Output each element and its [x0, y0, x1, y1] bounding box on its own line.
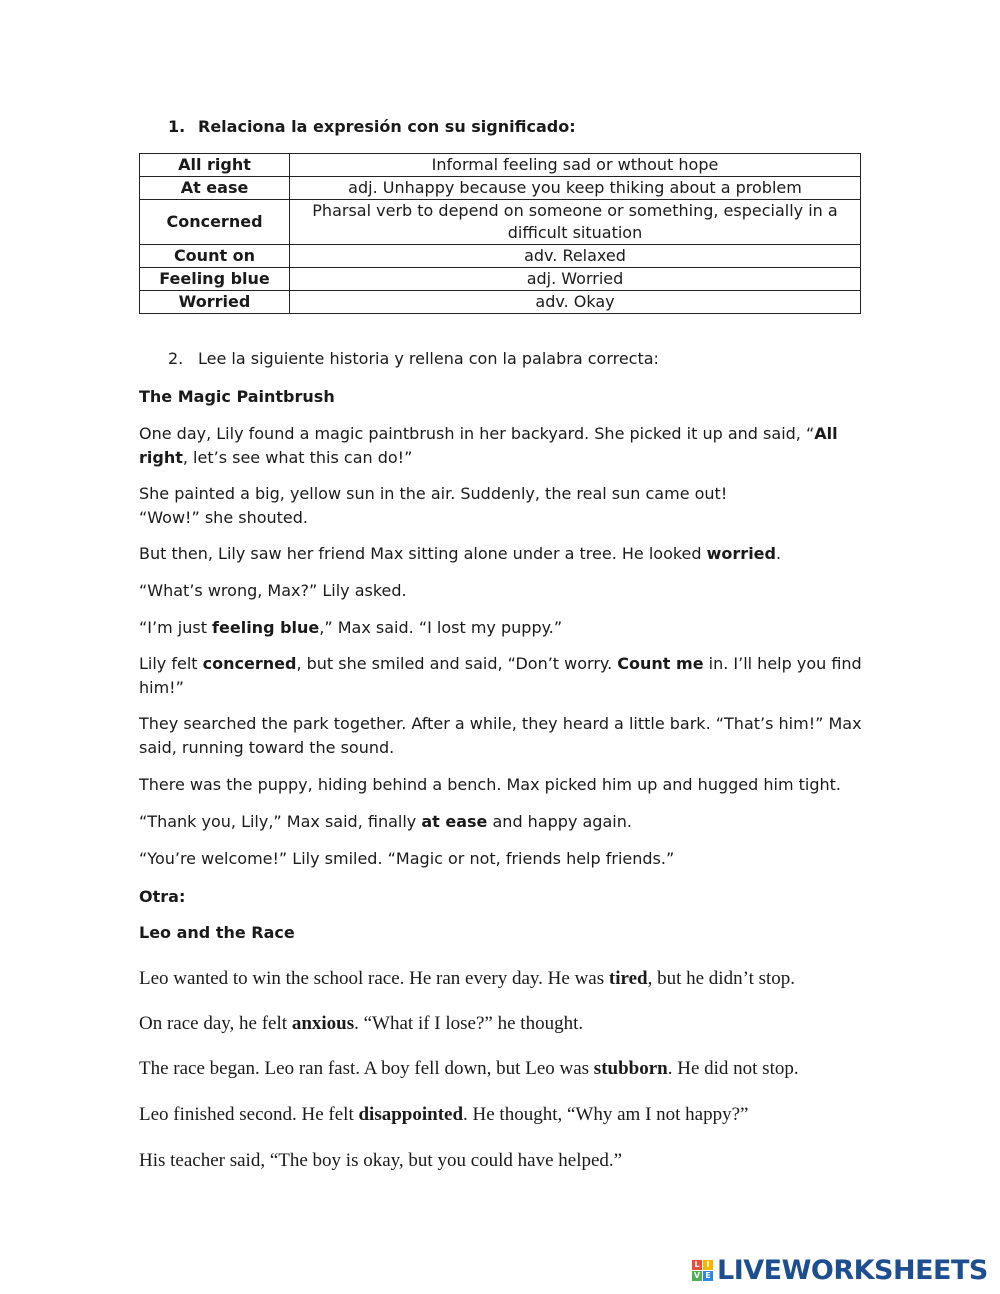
term-cell: All right [140, 154, 290, 177]
text-run: On race day, he felt [139, 1013, 292, 1034]
bold-word: worried [706, 544, 776, 563]
story-paragraph [139, 773, 864, 797]
text-run: “What’s wrong, Max?” Lily asked. [139, 581, 407, 600]
story-paragraph [139, 967, 864, 991]
bold-word: feeling blue [212, 618, 320, 637]
table-row [140, 268, 861, 291]
text-run: . [775, 544, 782, 563]
text-run: Leo wanted to win the school race. He ran every day. He was [139, 968, 609, 989]
table-row [140, 291, 861, 314]
text-run: There was the puppy, hiding behind a bench. Max picked him up and hugged him tight. [139, 775, 841, 794]
text-run: “I’m just [139, 618, 213, 637]
logo-badge-icon: L I V E [692, 1260, 713, 1281]
text-run: His teacher said, “The boy is okay, but you could have helped.” [139, 1150, 623, 1171]
text-run: “Thank you, Lily,” Max said, finally [139, 812, 422, 831]
meaning-cell: adv. Relaxed [290, 245, 861, 268]
story-paragraph [139, 616, 864, 640]
bold-word: anxious [291, 1013, 355, 1034]
text-run: She painted a big, yellow sun in the air. Suddenly, the real sun came out! [139, 484, 728, 503]
story-paragraph [139, 1057, 864, 1081]
text-run: . He thought, “Why am I not happy?” [463, 1104, 749, 1125]
text-run: . He did not stop. [667, 1058, 799, 1079]
story-paragraph [139, 1149, 864, 1173]
story-paragraph [139, 542, 864, 566]
story-paragraph [139, 712, 864, 760]
term-cell: At ease [140, 177, 290, 200]
table-row [140, 154, 861, 177]
bold-word: disappointed [358, 1104, 464, 1125]
text-run: . “What if I lose?” he thought. [354, 1013, 584, 1034]
text-run: , but she smiled and said, “Don’t worry. [296, 654, 618, 673]
story-paragraph [139, 847, 864, 871]
story-paragraph [139, 482, 864, 530]
table-row [140, 177, 861, 200]
exercise-1-instruction [168, 117, 576, 136]
text-run: , but he didn’t stop. [647, 968, 796, 989]
text-run: ,” Max said. “I lost my puppy.” [319, 618, 563, 637]
story-2-title: Leo and the Race [139, 923, 295, 942]
term-cell: Worried [140, 291, 290, 314]
story-paragraph [139, 1012, 864, 1036]
term-cell: Count on [140, 245, 290, 268]
logo-text: LIVEWORKSHEETS [717, 1254, 988, 1286]
text-run: “You’re welcome!” Lily smiled. “Magic or not, friends help friends.” [139, 849, 675, 868]
story-paragraph [139, 1103, 864, 1127]
bold-word: All right [139, 424, 838, 467]
text-run: Leo finished second. He felt [139, 1104, 359, 1125]
exercise-2-text: Lee la siguiente historia y rellena con la palabra correcta: [198, 349, 659, 368]
exercise-1-number: 1. [168, 117, 186, 136]
other-label: Otra: [139, 887, 186, 906]
story-1-title: The Magic Paintbrush [139, 387, 335, 406]
text-run: Lily felt [139, 654, 203, 673]
story-paragraph [139, 579, 864, 603]
table-row [140, 200, 861, 245]
text-run: The race began. Leo ran fast. A boy fell down, but Leo was [139, 1058, 594, 1079]
bold-word: at ease [421, 812, 488, 831]
table-row [140, 245, 861, 268]
story-paragraph [139, 422, 864, 470]
story-paragraph [139, 810, 864, 834]
text-run: and happy again. [487, 812, 632, 831]
term-cell: Feeling blue [140, 268, 290, 291]
text-run: “Wow!” she shouted. [139, 508, 309, 527]
exercise-2-instruction [168, 349, 659, 368]
text-run: One day, Lily found a magic paintbrush in her backyard. She picked it up and said, “ [139, 424, 815, 443]
meaning-cell: adv. Okay [290, 291, 861, 314]
story-paragraph [139, 652, 864, 700]
liveworksheets-logo [692, 1255, 988, 1285]
bold-word: concerned [202, 654, 297, 673]
meaning-cell: adj. Unhappy because you keep thiking about a problem [290, 177, 861, 200]
exercise-1-text: Relaciona la expresión con su significado: [198, 117, 576, 136]
text-run: , let’s see what this can do!” [182, 448, 413, 467]
text-run: They searched the park together. After a while, they heard a little bark. “That’s him!” Max said, running toward the sound. [139, 714, 862, 757]
bold-word: tired [608, 968, 648, 989]
meaning-cell: Pharsal verb to depend on someone or something, especially in a difficult situation [290, 200, 861, 245]
matching-table [139, 153, 861, 314]
bold-word: Count me [617, 654, 704, 673]
meaning-cell: adj. Worried [290, 268, 861, 291]
exercise-2-number: 2. [168, 349, 184, 368]
text-run: in. I’ll help you find him!” [139, 654, 862, 697]
meaning-cell: Informal feeling sad or wthout hope [290, 154, 861, 177]
text-run: But then, Lily saw her friend Max sitting alone under a tree. He looked [139, 544, 707, 563]
term-cell: Concerned [140, 200, 290, 245]
bold-word: stubborn [593, 1058, 668, 1079]
